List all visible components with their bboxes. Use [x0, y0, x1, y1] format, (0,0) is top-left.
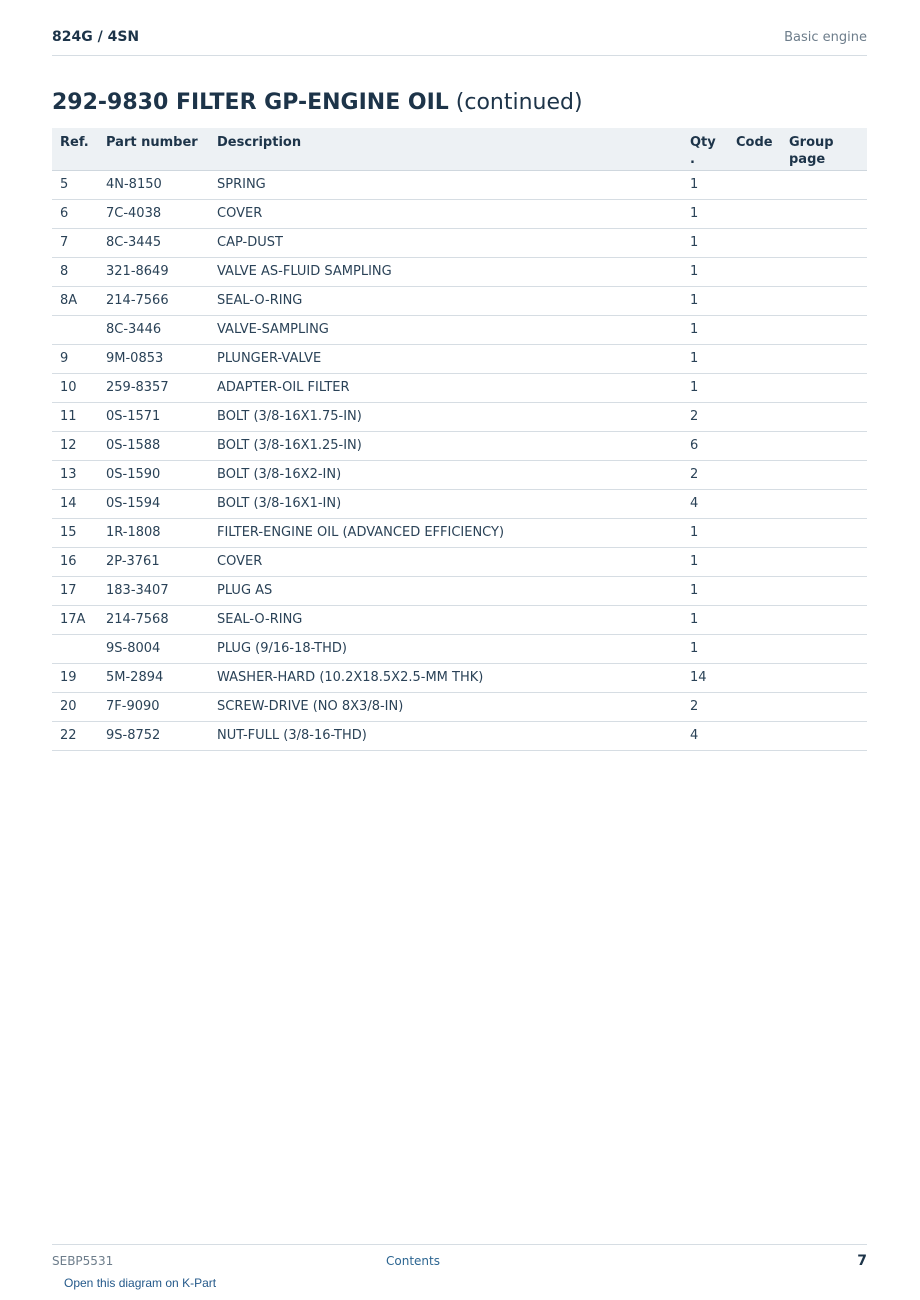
- group-page-cell: [781, 721, 867, 750]
- table-row: [52, 402, 867, 431]
- group-page-cell: [781, 344, 867, 373]
- description-cell: CAP-DUST: [209, 228, 682, 257]
- code-cell: [728, 344, 781, 373]
- part-number-cell[interactable]: 259-8357: [98, 373, 209, 402]
- title-suffix: (continued): [455, 90, 583, 115]
- column-header-qty-line1: Qty: [690, 135, 716, 150]
- code-cell: [728, 373, 781, 402]
- description-cell: FILTER-ENGINE OIL (ADVANCED EFFICIENCY): [209, 518, 682, 547]
- qty-cell: 4: [682, 721, 728, 750]
- qty-cell: 1: [682, 228, 728, 257]
- column-header-group-page: [781, 128, 867, 170]
- group-page-cell: [781, 576, 867, 605]
- qty-cell: 1: [682, 373, 728, 402]
- group-page-cell: [781, 460, 867, 489]
- group-page-cell: [781, 402, 867, 431]
- ref-cell: 10: [52, 373, 98, 402]
- table-row: [52, 228, 867, 257]
- ref-cell: 16: [52, 547, 98, 576]
- part-number-cell[interactable]: 183-3407: [98, 576, 209, 605]
- description-cell: BOLT (3/8-16X1.75-IN): [209, 402, 682, 431]
- part-number-cell[interactable]: 321-8649: [98, 257, 209, 286]
- description-cell: COVER: [209, 199, 682, 228]
- part-number-cell[interactable]: 2P-3761: [98, 547, 209, 576]
- ref-cell: 8: [52, 257, 98, 286]
- ref-cell: 8A: [52, 286, 98, 315]
- table-row: [52, 199, 867, 228]
- qty-cell: 1: [682, 344, 728, 373]
- table-row: [52, 257, 867, 286]
- table-row: [52, 286, 867, 315]
- description-cell: ADAPTER-OIL FILTER: [209, 373, 682, 402]
- part-number-cell[interactable]: 0S-1594: [98, 489, 209, 518]
- ref-cell: 19: [52, 663, 98, 692]
- parts-table: [52, 128, 867, 751]
- ref-cell: 7: [52, 228, 98, 257]
- parts-table-body: [52, 170, 867, 750]
- description-cell: PLUG AS: [209, 576, 682, 605]
- group-page-cell: [781, 431, 867, 460]
- code-cell: [728, 692, 781, 721]
- group-page-cell: [781, 489, 867, 518]
- part-number-cell[interactable]: 8C-3446: [98, 315, 209, 344]
- column-header-qty: [682, 128, 728, 170]
- table-row: [52, 431, 867, 460]
- column-header-group-page-line1: Group: [789, 135, 834, 150]
- machine-model: 824G / 4SN: [52, 29, 140, 45]
- table-row: [52, 547, 867, 576]
- group-page-cell: [781, 315, 867, 344]
- qty-cell: 1: [682, 257, 728, 286]
- table-row: [52, 692, 867, 721]
- qty-cell: 2: [682, 692, 728, 721]
- part-number-cell[interactable]: 9M-0853: [98, 344, 209, 373]
- ref-cell: 9: [52, 344, 98, 373]
- qty-cell: 14: [682, 663, 728, 692]
- qty-cell: 2: [682, 402, 728, 431]
- description-cell: NUT-FULL (3/8-16-THD): [209, 721, 682, 750]
- table-row: [52, 344, 867, 373]
- qty-cell: 1: [682, 634, 728, 663]
- description-cell: PLUNGER-VALVE: [209, 344, 682, 373]
- code-cell: [728, 518, 781, 547]
- code-cell: [728, 402, 781, 431]
- qty-cell: 2: [682, 460, 728, 489]
- code-cell: [728, 634, 781, 663]
- description-cell: BOLT (3/8-16X1-IN): [209, 489, 682, 518]
- table-row: [52, 721, 867, 750]
- code-cell: [728, 286, 781, 315]
- ref-cell: 20: [52, 692, 98, 721]
- group-page-cell: [781, 663, 867, 692]
- table-row: [52, 663, 867, 692]
- page-title: [52, 90, 583, 115]
- code-cell: [728, 460, 781, 489]
- page-number: 7: [857, 1253, 867, 1269]
- part-number-cell[interactable]: 7F-9090: [98, 692, 209, 721]
- qty-cell: 1: [682, 199, 728, 228]
- code-cell: [728, 199, 781, 228]
- part-number-cell[interactable]: 1R-1808: [98, 518, 209, 547]
- code-cell: [728, 721, 781, 750]
- part-number-cell[interactable]: 5M-2894: [98, 663, 209, 692]
- table-row: [52, 489, 867, 518]
- ref-cell: 17: [52, 576, 98, 605]
- part-number-cell[interactable]: 0S-1571: [98, 402, 209, 431]
- qty-cell: 1: [682, 605, 728, 634]
- code-cell: [728, 576, 781, 605]
- part-number-cell[interactable]: 214-7566: [98, 286, 209, 315]
- description-cell: SPRING: [209, 170, 682, 199]
- part-number-cell[interactable]: 8C-3445: [98, 228, 209, 257]
- page-footer: [52, 1244, 867, 1269]
- ref-cell: 5: [52, 170, 98, 199]
- code-cell: [728, 431, 781, 460]
- qty-cell: 1: [682, 315, 728, 344]
- group-page-cell: [781, 286, 867, 315]
- group-page-cell: [781, 170, 867, 199]
- ref-cell: [52, 634, 98, 663]
- group-title: 292-9830 FILTER GP-ENGINE OIL: [52, 90, 449, 115]
- part-number-cell[interactable]: 9S-8004: [98, 634, 209, 663]
- description-cell: BOLT (3/8-16X1.25-IN): [209, 431, 682, 460]
- description-cell: COVER: [209, 547, 682, 576]
- code-cell: [728, 228, 781, 257]
- qty-cell: 1: [682, 547, 728, 576]
- code-cell: [728, 170, 781, 199]
- header-row: [52, 128, 867, 170]
- description-cell: SEAL-O-RING: [209, 605, 682, 634]
- group-page-cell: [781, 518, 867, 547]
- table-row: [52, 170, 867, 199]
- part-number-cell[interactable]: 9S-8752: [98, 721, 209, 750]
- column-header-qty-line2: .: [690, 152, 695, 167]
- table-row: [52, 605, 867, 634]
- description-cell: VALVE AS-FLUID SAMPLING: [209, 257, 682, 286]
- column-header-code: Code: [728, 128, 781, 170]
- table-row: [52, 634, 867, 663]
- description-cell: BOLT (3/8-16X2-IN): [209, 460, 682, 489]
- code-cell: [728, 315, 781, 344]
- group-page-cell: [781, 373, 867, 402]
- table-row: [52, 460, 867, 489]
- table-row: [52, 315, 867, 344]
- qty-cell: 1: [682, 286, 728, 315]
- ref-cell: 17A: [52, 605, 98, 634]
- document-id: SEBP5531: [52, 1254, 114, 1268]
- column-header-group-page-line2: page: [789, 152, 826, 167]
- qty-cell: 6: [682, 431, 728, 460]
- part-number-cell[interactable]: 7C-4038: [98, 199, 209, 228]
- ref-cell: 22: [52, 721, 98, 750]
- code-cell: [728, 663, 781, 692]
- table-row: [52, 373, 867, 402]
- qty-cell: 1: [682, 518, 728, 547]
- group-page-cell: [781, 547, 867, 576]
- page-header: [52, 0, 867, 56]
- code-cell: [728, 547, 781, 576]
- qty-cell: 4: [682, 489, 728, 518]
- group-page-cell: [781, 199, 867, 228]
- section-name: Basic engine: [784, 30, 867, 45]
- open-diagram-kpart-link[interactable]: Open this diagram on K-Part: [64, 1276, 217, 1290]
- part-number-cell[interactable]: 0S-1590: [98, 460, 209, 489]
- ref-cell: 14: [52, 489, 98, 518]
- description-cell: SCREW-DRIVE (NO 8X3/8-IN): [209, 692, 682, 721]
- ref-cell: 12: [52, 431, 98, 460]
- group-page-cell: [781, 605, 867, 634]
- qty-cell: 1: [682, 576, 728, 605]
- ref-cell: 13: [52, 460, 98, 489]
- part-number-cell[interactable]: 0S-1588: [98, 431, 209, 460]
- table-row: [52, 576, 867, 605]
- contents-link[interactable]: Contents: [386, 1254, 440, 1268]
- part-number-cell[interactable]: 4N-8150: [98, 170, 209, 199]
- description-cell: WASHER-HARD (10.2X18.5X2.5-MM THK): [209, 663, 682, 692]
- qty-cell: 1: [682, 170, 728, 199]
- column-header-ref: Ref.: [52, 128, 98, 170]
- ref-cell: 11: [52, 402, 98, 431]
- part-number-cell[interactable]: 214-7568: [98, 605, 209, 634]
- code-cell: [728, 489, 781, 518]
- ref-cell: 6: [52, 199, 98, 228]
- column-header-part-number: Part number: [98, 128, 209, 170]
- group-page-cell: [781, 257, 867, 286]
- description-cell: PLUG (9/16-18-THD): [209, 634, 682, 663]
- description-cell: SEAL-O-RING: [209, 286, 682, 315]
- ref-cell: [52, 315, 98, 344]
- parts-table-header: [52, 128, 867, 170]
- group-page-cell: [781, 634, 867, 663]
- table-row: [52, 518, 867, 547]
- group-page-cell: [781, 692, 867, 721]
- code-cell: [728, 257, 781, 286]
- column-header-description: Description: [209, 128, 682, 170]
- description-cell: VALVE-SAMPLING: [209, 315, 682, 344]
- ref-cell: 15: [52, 518, 98, 547]
- code-cell: [728, 605, 781, 634]
- group-page-cell: [781, 228, 867, 257]
